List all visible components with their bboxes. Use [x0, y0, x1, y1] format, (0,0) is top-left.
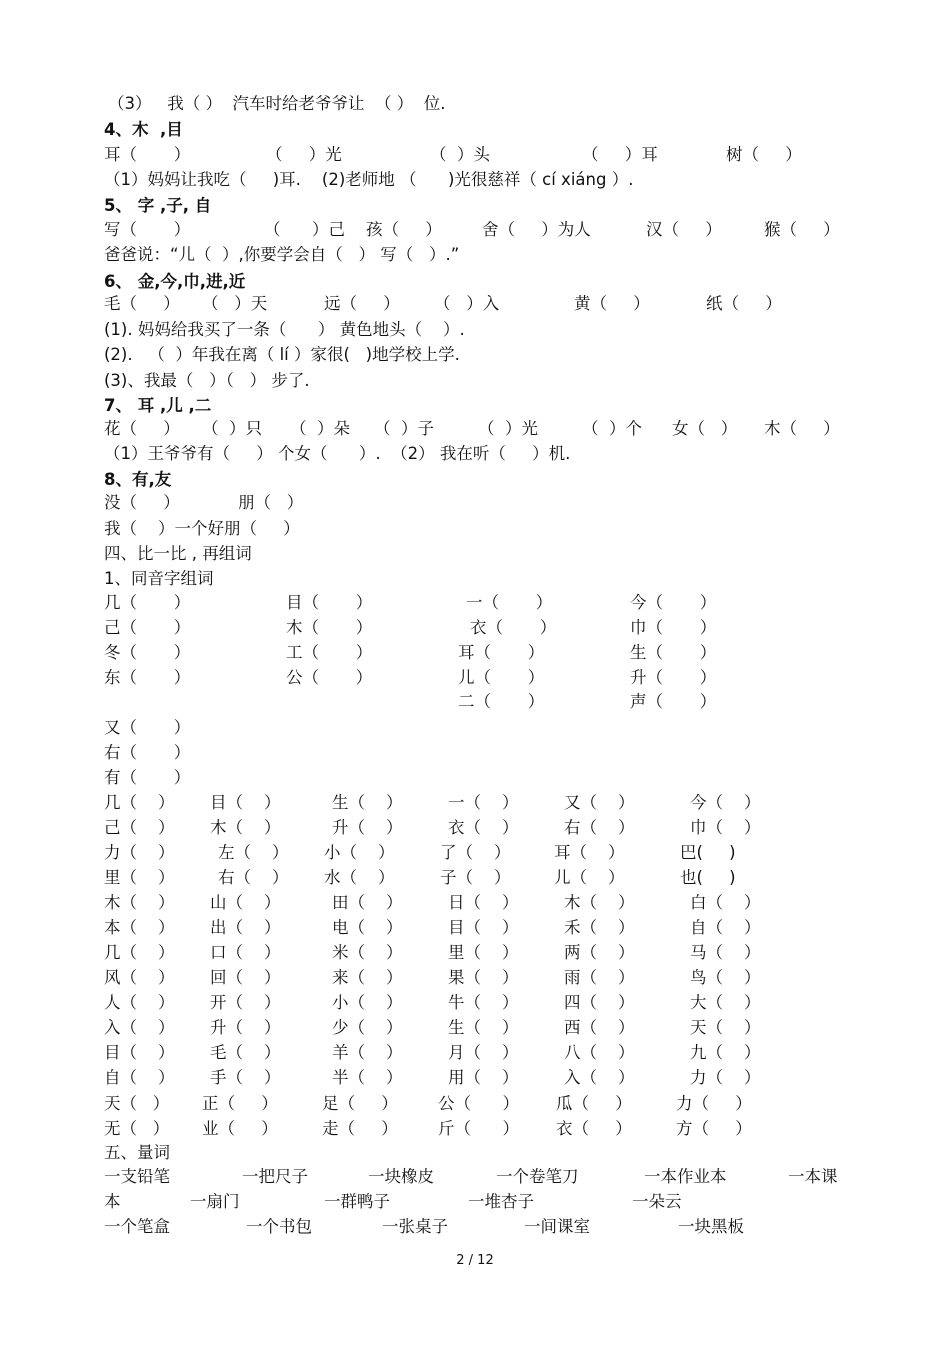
text-segment: 一支铅笔 [104, 1167, 170, 1186]
text-segment: 自（ ） [690, 918, 761, 937]
text-segment: 一块黑板 [678, 1217, 744, 1236]
text-segment: 衣（ ） [470, 618, 557, 637]
text-segment: 四（ ） [564, 993, 635, 1012]
text-segment: （ ）天 [202, 294, 268, 313]
text-segment: （ ）入 [434, 294, 500, 313]
text-segment: 耳（ ） [554, 843, 625, 862]
text-segment: 天（ ） [104, 1094, 170, 1113]
text-segment: （ ）头 [430, 145, 490, 164]
text-segment: 舍（ ）为人 [482, 220, 591, 239]
text-segment: 来（ ） [332, 968, 403, 987]
text-segment: 几（ ） [104, 593, 191, 612]
text-segment: （1）王爷爷有（ ） 个女（ ）. （2） 我在听（ ）机. [104, 444, 571, 463]
text-segment: 冬（ ） [104, 643, 191, 662]
text-segment: 一群鸭子 [324, 1192, 390, 1211]
text-segment: 树（ ） [726, 145, 802, 164]
text-segment: 一扇门 [190, 1192, 240, 1211]
text-segment: 田（ ） [332, 893, 403, 912]
text-segment: 一个书包 [246, 1217, 312, 1236]
text-segment: 毛（ ） [104, 294, 180, 313]
text-segment: 里（ ） [448, 943, 519, 962]
text-segment: 巴( ) [680, 843, 736, 862]
text-segment: 目（ ） [448, 918, 519, 937]
text-segment: 木（ ） [104, 893, 175, 912]
text-segment: 山（ ） [210, 893, 281, 912]
text-segment: 方（ ） [676, 1119, 752, 1138]
text-segment: 用（ ） [448, 1068, 519, 1087]
text-segment: 小（ ） [324, 843, 395, 862]
text-segment: 汉（ ） [646, 220, 722, 239]
text-segment: 业（ ） [202, 1119, 278, 1138]
text-segment: 升（ ） [332, 818, 403, 837]
text-segment: 子（ ） [440, 868, 511, 887]
text-segment: 人（ ） [104, 993, 175, 1012]
text-segment: 4、木 ,目 [104, 120, 183, 139]
text-segment: 马（ ） [690, 943, 761, 962]
text-segment: 声（ ） [630, 692, 717, 711]
text-segment: 牛（ ） [448, 993, 519, 1012]
text-segment: 花（ ） [104, 419, 180, 438]
text-segment: 毛（ ） [210, 1043, 281, 1062]
text-segment: 目（ ） [210, 793, 281, 812]
text-segment: 白（ ） [690, 893, 761, 912]
text-segment: 力（ ） [676, 1094, 752, 1113]
text-segment: 公（ ） [438, 1094, 519, 1113]
text-segment: （ ）光 [478, 419, 538, 438]
text-segment: 一堆杏子 [468, 1192, 534, 1211]
text-segment: 也( ) [680, 868, 736, 887]
text-segment: 瓜（ ） [556, 1094, 632, 1113]
text-segment: 二（ ） [458, 692, 545, 711]
text-segment: （ ）耳 [582, 145, 658, 164]
text-segment: 一（ ） [448, 793, 519, 812]
text-segment: 5、 字 ,子, 自 [104, 196, 212, 215]
text-segment: 目（ ） [286, 593, 373, 612]
text-segment: 没（ ） [104, 493, 180, 512]
text-segment: 今（ ） [630, 593, 717, 612]
text-segment: 水（ ） [324, 868, 395, 887]
text-segment: 右（ ） [564, 818, 635, 837]
text-segment: 西（ ） [564, 1018, 635, 1037]
text-segment: 羊（ ） [332, 1043, 403, 1062]
text-segment: 耳（ ） [458, 643, 545, 662]
text-segment: 口（ ） [210, 943, 281, 962]
text-segment: (1). 妈妈给我买了一条（ ） 黄色地头（ ）. [104, 320, 465, 339]
text-segment: 入（ ） [564, 1068, 635, 1087]
text-segment: 木（ ） [286, 618, 373, 637]
text-segment: （ ）朵 [290, 419, 350, 438]
text-segment: 女（ ） [672, 419, 738, 438]
text-segment: 半（ ） [332, 1068, 403, 1087]
text-segment: 一（ ） [466, 593, 553, 612]
text-segment: 己（ ） [104, 618, 191, 637]
text-segment: 朋（ ） [238, 493, 304, 512]
text-segment: 目（ ） [104, 1043, 175, 1062]
text-segment: 右（ ） [104, 743, 191, 762]
text-segment: （ ）己 [264, 220, 345, 239]
text-segment: 工（ ） [286, 643, 373, 662]
text-segment: 公（ ） [286, 668, 373, 687]
text-segment: 大（ ） [690, 993, 761, 1012]
text-segment: 禾（ ） [564, 918, 635, 937]
text-segment: 生（ ） [448, 1018, 519, 1037]
text-segment: 7、 耳 ,儿 ,二 [104, 396, 212, 415]
text-segment: 电（ ） [332, 918, 403, 937]
text-segment: 纸（ ） [706, 294, 782, 313]
text-segment: 里（ ） [104, 868, 175, 887]
text-segment: 木（ ） [210, 818, 281, 837]
text-segment: 斤（ ） [438, 1119, 519, 1138]
text-segment: （1）妈妈让我吃（ )耳. (2)老师地 （ )光很慈祥（ cí xiáng ）. [104, 170, 634, 189]
text-segment: 写（ ） [104, 220, 191, 239]
text-segment: 衣（ ） [556, 1119, 632, 1138]
text-segment: 木（ ） [764, 419, 840, 438]
text-segment: 己（ ） [104, 818, 175, 837]
text-segment: 手（ ） [210, 1068, 281, 1087]
text-segment: 少（ ） [332, 1018, 403, 1037]
text-segment: 木（ ） [564, 893, 635, 912]
text-segment: 黄（ ） [574, 294, 650, 313]
text-segment: 1、同音字组词 [104, 569, 214, 588]
text-segment: 一本课 [788, 1167, 838, 1186]
text-segment: （ ）子 [374, 419, 434, 438]
text-segment: 一把尺子 [242, 1167, 308, 1186]
page-number: 2 / 12 [456, 1253, 494, 1268]
text-segment: 远（ ） [324, 294, 400, 313]
text-segment: 又（ ） [564, 793, 635, 812]
text-segment: 升（ ） [630, 668, 717, 687]
text-segment: 我（ ）一个好朋（ ） [104, 519, 300, 538]
text-segment: 衣（ ） [448, 818, 519, 837]
text-segment: 一个笔盒 [104, 1217, 170, 1236]
text-segment: （ ）只 [202, 419, 262, 438]
text-segment: 生（ ） [332, 793, 403, 812]
text-segment: 一间课室 [524, 1217, 590, 1236]
text-segment: 了（ ） [440, 843, 511, 862]
text-segment: 巾（ ） [690, 818, 761, 837]
text-segment: 足（ ） [322, 1094, 398, 1113]
text-segment: 小（ ） [332, 993, 403, 1012]
text-segment: 有（ ） [104, 768, 191, 787]
text-segment: 儿（ ） [554, 868, 625, 887]
text-segment: 五、量词 [104, 1143, 170, 1162]
text-segment: (2). （ ）年我在离（ lí ）家很( )地学校上学. [104, 345, 460, 364]
text-segment: 6、 金,今,巾,进,近 [104, 272, 246, 291]
text-segment: 九（ ） [690, 1043, 761, 1062]
text-segment: 本 [104, 1192, 121, 1211]
text-segment: 一张桌子 [382, 1217, 448, 1236]
text-segment: 耳（ ） [104, 145, 191, 164]
text-segment: 猴（ ） [764, 220, 840, 239]
text-segment: 正（ ） [202, 1094, 278, 1113]
text-segment: 爸爸说：“儿（ ）,你要学会自（ ） 写（ ）.” [104, 245, 460, 264]
text-segment: 鸟（ ） [690, 968, 761, 987]
text-segment: (3)、我最（ ）（ ） 步了. [104, 371, 310, 390]
text-segment: 回（ ） [210, 968, 281, 987]
text-segment: 走（ ） [322, 1119, 398, 1138]
text-segment: 升（ ） [210, 1018, 281, 1037]
text-segment: 一块橡皮 [368, 1167, 434, 1186]
text-segment: （ ）个 [582, 419, 642, 438]
text-segment: 又（ ） [104, 718, 191, 737]
text-segment: 入（ ） [104, 1018, 175, 1037]
text-segment: 力（ ） [690, 1068, 761, 1087]
text-segment: （ ）光 [266, 145, 342, 164]
text-segment: 儿（ ） [458, 668, 545, 687]
text-segment: 8、有,友 [104, 470, 172, 489]
text-segment: 八（ ） [564, 1043, 635, 1062]
text-segment: 雨（ ） [564, 968, 635, 987]
text-segment: 两（ ） [564, 943, 635, 962]
text-segment: 左（ ） [218, 843, 289, 862]
text-segment: （3） 我（ ） 汽车时给老爷爷让 （ ） 位. [108, 94, 446, 113]
text-segment: 几（ ） [104, 793, 175, 812]
text-segment: 米（ ） [332, 943, 403, 962]
text-segment: 果（ ） [448, 968, 519, 987]
text-segment: 出（ ） [210, 918, 281, 937]
text-segment: 本（ ） [104, 918, 175, 937]
text-segment: 几（ ） [104, 943, 175, 962]
text-segment: 巾（ ） [630, 618, 717, 637]
text-segment: 无（ ） [104, 1119, 170, 1138]
text-segment: 生（ ） [630, 643, 717, 662]
text-segment: 孩（ ） [366, 220, 442, 239]
text-segment: 自（ ） [104, 1068, 175, 1087]
text-segment: 月（ ） [448, 1043, 519, 1062]
text-segment: 东（ ） [104, 668, 191, 687]
text-segment: 一朵云 [632, 1192, 682, 1211]
text-segment: 四、比一比 , 再组词 [104, 544, 252, 563]
text-segment: 右（ ） [218, 868, 289, 887]
text-segment: 今（ ） [690, 793, 761, 812]
text-segment: 力（ ） [104, 843, 175, 862]
text-segment: 风（ ） [104, 968, 175, 987]
text-segment: 一个卷笔刀 [496, 1167, 579, 1186]
text-segment: 天（ ） [690, 1018, 761, 1037]
text-segment: 日（ ） [448, 893, 519, 912]
text-segment: 一本作业本 [644, 1167, 727, 1186]
text-segment: 开（ ） [210, 993, 281, 1012]
